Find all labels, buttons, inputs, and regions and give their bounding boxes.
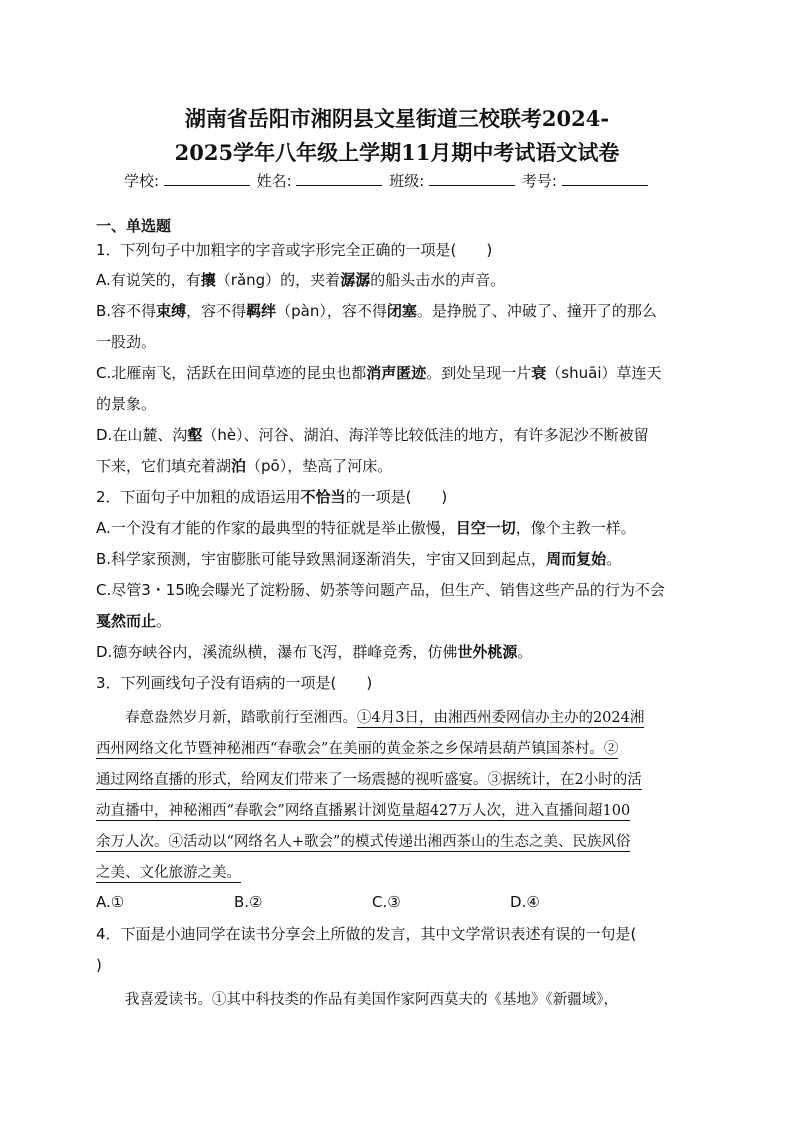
bold-text: 不恰当: [300, 488, 346, 506]
q3-option-c: C.③: [372, 893, 401, 911]
text: C.北雁南飞，活跃在田间草迹的昆虫也都: [96, 364, 367, 382]
name-label: 姓名:: [256, 172, 292, 190]
underlined-text: 西州网络文化节暨神秘湘西“春歌会”在美丽的黄金茶之乡保靖县葫芦镇国茶村。②: [96, 741, 619, 757]
q3-option-d: D.④: [510, 893, 540, 911]
q2-option-b: [96, 549, 621, 569]
q1-option-a: [96, 270, 505, 290]
q4-stem-cont: ): [96, 956, 102, 974]
q3-stem: 3．下列画线句子没有语病的一项是( ): [96, 674, 373, 692]
q3-option-b: B.②: [234, 893, 263, 911]
text: 春意盎然岁月新，踏歌前行至湘西。: [96, 710, 357, 726]
q1-option-b: [96, 301, 657, 321]
q4-stem: 4．下面是小迪同学在读书分享会上所做的发言，其中文学常识表述有误的一句是(: [96, 925, 637, 943]
underlined-text: ①4月3日，由湘西州委网信办主办的2024湘: [357, 710, 645, 726]
text: 的船头击水的声音。: [370, 271, 506, 289]
q2-option-a: [96, 518, 636, 538]
class-blank: [429, 171, 515, 186]
q3-passage-line5: [96, 830, 630, 851]
q1-option-c-cont: 的景象。: [96, 395, 157, 413]
bold-text: 目空一切: [455, 519, 516, 537]
text: （pàn），容不得: [276, 302, 387, 320]
text: （rǎng）的，夹着: [215, 271, 341, 289]
bold-text: 束缚: [156, 302, 187, 320]
number-blank: [562, 171, 648, 186]
student-info-row: [124, 170, 650, 191]
text: （shuāi）草连天: [546, 364, 662, 382]
q2-option-c-cont: [96, 611, 171, 631]
q1-option-b-cont: 一股劲。: [96, 333, 157, 351]
bold-text: 闭塞: [386, 302, 417, 320]
underlined-text: 余万人次。④活动以“网络名人+歌会”的模式传递出湘西茶山的生态之美、民族风俗: [96, 834, 631, 850]
q2-option-d: [96, 642, 532, 662]
school-label: 学校:: [124, 172, 160, 190]
text: B.科学家预测，宇宙膨胀可能导致黑洞逐渐消失，宇宙又回到起点，: [96, 550, 547, 568]
bold-text: 世外桃源: [457, 643, 518, 661]
bold-text: 壑: [187, 426, 203, 444]
class-label: 班级:: [389, 172, 425, 190]
text: ，像个主教一样。: [515, 519, 636, 537]
text: （hè）、河谷、湖泊、海洋等比较低洼的地方，有许多泥沙不断被留: [202, 426, 649, 444]
text: D.德夯峡谷内，溪流纵横，瀑布飞泻，群峰竞秀，仿佛: [96, 643, 458, 661]
underlined-text: 通过网络直播的形式，给网友们带来了一场震撼的视听盛宴。③据统计，在2小时的活: [96, 772, 642, 788]
text: 。到处呈现一片: [426, 364, 532, 382]
section-title: 一、单选题: [96, 217, 172, 235]
text: 。: [517, 643, 533, 661]
text: 。: [156, 612, 172, 630]
q3-passage-line6: [96, 861, 241, 882]
q3-option-a: A.①: [96, 893, 125, 911]
q3-passage-line2: [96, 737, 618, 758]
q3-passage-line3: [96, 768, 642, 789]
text: 。是挣脱了、冲破了、撞开了的那么: [416, 302, 657, 320]
bold-text: 潺潺: [340, 271, 371, 289]
bold-text: 衰: [531, 364, 547, 382]
q1-option-d: [96, 425, 649, 445]
bold-text: 泊: [231, 457, 247, 475]
q2-stem: [96, 487, 447, 507]
text: A.有说笑的，有: [96, 271, 201, 289]
bold-text: 戛然而止: [96, 612, 157, 630]
q1-option-d-cont: [96, 456, 392, 476]
exam-title-line1: 湖南省岳阳市湘阴县文星街道三校联考2024-: [184, 106, 610, 131]
bold-text: 攘: [200, 271, 216, 289]
bold-text: 周而复始: [546, 550, 607, 568]
text: B.容不得: [96, 302, 157, 320]
exam-title-line2: 2025学年八年级上学期11月期中考试语文试卷: [174, 140, 620, 165]
text: 。: [606, 550, 622, 568]
bold-text: 消声匿迹: [366, 364, 427, 382]
text: ，容不得: [186, 302, 247, 320]
text: 下来，它们填充着湖: [96, 457, 232, 475]
underlined-text: 动直播中，神秘湘西“春歌会”网络直播累计浏览量超427万人次，进入直播间超100: [96, 803, 631, 819]
text: （pō），垫高了河床。: [246, 457, 393, 475]
text: 2．下面句子中加粗的成语运用: [96, 488, 301, 506]
q3-passage-line1: [96, 706, 644, 727]
number-label: 考号:: [521, 172, 557, 190]
bold-text: 羁绊: [246, 302, 277, 320]
q4-passage-line1: 我喜爱读书。①其中科技类的作品有美国作家阿西莫夫的《基地》《新疆域》，: [96, 992, 618, 1008]
underlined-text: 之美、文化旅游之美。: [96, 865, 241, 881]
text: A.一个没有才能的作家的最典型的特征就是举止傲慢，: [96, 519, 456, 537]
text: 的一项是( ): [345, 488, 448, 506]
school-blank: [164, 171, 250, 186]
text: D.在山麓、沟: [96, 426, 188, 444]
q1-stem: 1．下列句子中加粗字的字音或字形完全正确的一项是( ): [96, 241, 493, 259]
q3-passage-line4: [96, 799, 630, 820]
q2-option-c: C.尽管3・15晚会曝光了淀粉肠、奶茶等问题产品，但生产、销售这些产品的行为不会: [96, 581, 665, 599]
name-blank: [296, 171, 382, 186]
q1-option-c: [96, 363, 662, 383]
